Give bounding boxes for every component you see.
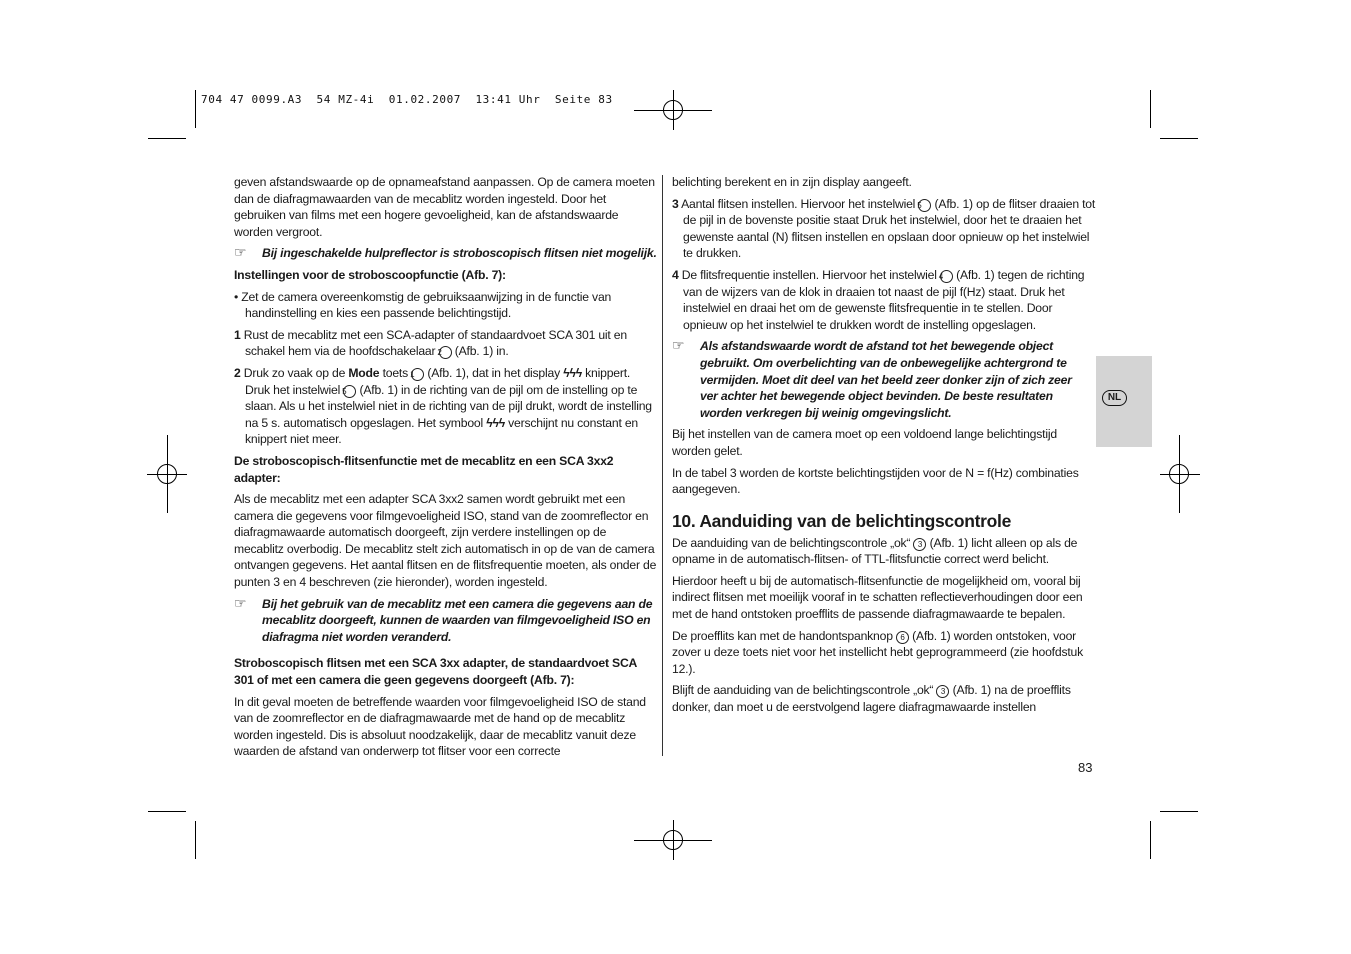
paragraph: belichting berekent en in zijn display aangeeft.	[672, 175, 912, 189]
page-number: 83	[1078, 760, 1093, 775]
crop-mark	[1160, 138, 1198, 139]
crop-mark	[148, 138, 186, 139]
subheading: Instellingen voor de stroboscoopfunctie (Afb. 7):	[234, 267, 506, 282]
subheading: Stroboscopisch flitsen met een SCA 3xx adapter, de standaardvoet SCA 301 of met een camera die geen gegevens doorgeeft (Afb. 7):	[234, 656, 637, 688]
pointing-hand-icon: ☞	[672, 337, 685, 354]
pointing-hand-icon: ☞	[234, 594, 247, 611]
list-item: • Zet de camera overeenkomstig de gebruiksaanwijzing in de functie van handinstelling en kies een passende belichtingstijd.	[234, 289, 612, 321]
crop-mark	[195, 821, 196, 859]
paragraph: geven afstandswaarde op de opnameafstand aanpassen. Op de camera moeten dan de diafragmawaarden van de mecablitz worden ingesteld. Door het gebruiken van films met een hogere gevoeligheid, kan de afstandswaarde worden vergroot.	[234, 175, 655, 239]
paragraph: Bij het instellen van de camera moet op een voldoend lange belichtingstijd worden gelet.	[672, 427, 1057, 458]
strobe-symbol-icon: ϟϟϟ	[486, 415, 505, 430]
subheading: De stroboscopisch-flitsenfunctie met de mecablitz en een SCA 3xx2 adapter:	[234, 453, 614, 485]
right-column	[672, 174, 1097, 721]
print-slug: 704 47 0099.A3 54 MZ-4i 01.02.2007 13:41 Uhr Seite 83	[201, 93, 613, 106]
paragraph: Hierdoor heeft u bij de automatisch-flitsenfunctie de mogelijkheid om, vooral bij indirect flitsen met moeilijk vooraf in te schatten reflectieverhoudingen door een met de hand ontstoken proefflits de passende diafragmawaarde te bepalen.	[672, 573, 1083, 622]
strobe-symbol-icon: ϟϟϟ	[563, 365, 582, 380]
circled-number: 6	[896, 631, 909, 644]
column-divider	[662, 175, 663, 756]
circled-number: 2	[439, 346, 452, 359]
circled-number: 4	[940, 270, 953, 283]
paragraph: De aanduiding van de belichtingscontrole „ok“ 3 (Afb. 1) licht alleen op als de opname in de automatisch-flitsen- of TTL-flitsfunctie correct werd belicht.	[672, 535, 1078, 567]
list-item: 3 Aantal flitsen instellen. Hiervoor het instelwiel 5 (Afb. 1) op de flitser draaien tot de pijl in de bovenste positie staat Druk het instelwiel, door het te draaien het gewenste aantal (N) flitsen instellen en opslaan door opnieuw op het instelwiel te drukken.	[672, 196, 1096, 261]
section-heading: 10. Aanduiding van de belichtingscontrole	[672, 510, 1012, 531]
crop-mark	[195, 90, 196, 128]
paragraph: De proefflits kan met de handontspanknop 6 (Afb. 1) worden ontstoken, voor zover u deze toets niet voor het instellicht hebt geprogrammeerd (zie hoofdstuk 12.).	[672, 628, 1083, 676]
left-column	[234, 174, 658, 765]
crop-mark	[148, 811, 186, 812]
circled-number: 3	[936, 685, 949, 698]
list-item: 1 Rust de mecablitz met een SCA-adapter of standaardvoet SCA 301 uit en schakel hem via de hoofdschakelaar 2 (Afb. 1) in.	[234, 327, 627, 359]
pointing-hand-icon: ☞	[234, 244, 247, 261]
list-item: 4 De flitsfrequentie instellen. Hiervoor het instelwiel 4 (Afb. 1) tegen de richting van de wijzers van de klok in draaien tot naast de pijl f(Hz) staat. Druk het instelwiel en draai het om de gewenste flitsfrequentie in te stellen. Door opnieuw op het instelwiel te drukken wordt de instelling opgeslagen.	[672, 267, 1085, 332]
crop-mark	[1150, 90, 1151, 128]
circled-number: 5	[918, 199, 931, 212]
paragraph: Als de mecablitz met een adapter SCA 3xx2 samen wordt gebruikt met een camera die gegevens voor filmgevoeligheid ISO, stand van de zoomreflector en diafragmawaarde automatisch doorgeeft, zijn verdere instellingen op de mecablitz overbodig. De mecablitz stelt zich automatisch in op de van de camera ontvangen gegevens. Het aantal flitsen en de flitsfrequentie moeten, als onder de punten 3 en 4 beschreven (zie hieronder), worden ingesteld.	[234, 492, 657, 590]
crop-mark	[1150, 821, 1151, 859]
crop-mark	[1160, 811, 1198, 812]
circled-number: 1	[411, 368, 424, 381]
note: ☞ Bij ingeschakelde hulpreflector is stroboscopisch flitsen niet mogelijk.	[234, 244, 657, 261]
paragraph: In dit geval moeten de betreffende waarden voor filmgevoeligheid ISO de stand van de zoomreflector en de diafragmawaarde met de hand op de mecablitz worden ingesteld. Dis is absoluut noodzakelijk, daar de mecablitz vanuit deze waarden de afstand van onderwerp tot flitser voor een correcte	[234, 694, 646, 759]
note: ☞ Als afstandswaarde wordt de afstand tot het bewegende object gebruikt. Om overbelichting van de onbewegelijke achtergrond te vermijden. Moet dit deel van het beeld zeer donker zijn of zich zeer ver achter het bewegende object bevinden. De beste resultaten worden verkregen bij weinig omgevingslicht.	[672, 337, 1072, 420]
list-item: 2 Druk zo vaak op de Mode toets 1 (Afb. 1), dat in het display ϟϟϟ knippert. Druk het instelwiel 5 (Afb. 1) in de richting van de pijl om de instelling op te slaan. Als u het instelwiel niet in de richting van de pijl drukt, wordt de instelling na 5 s. automatisch opgeslagen. Het symbool ϟϟϟ verschijnt nu constant en knippert niet meer.	[234, 365, 652, 447]
note: ☞ Bij het gebruik van de mecablitz met een camera die gegevens aan de mecablitz doorgeeft, kunnen de waarden van filmgevoeligheid ISO en diafragma niet worden veranderd.	[234, 594, 653, 644]
language-badge: NL	[1102, 390, 1127, 406]
circled-number: 5	[343, 385, 356, 398]
paragraph: Blijft de aanduiding van de belichtingscontrole „ok“ 3 (Afb. 1) na de proefflits donker, dan moet u de eerstvolgend lagere diafragmawaarde instellen	[672, 683, 1071, 715]
circled-number: 3	[913, 538, 926, 551]
paragraph: In de tabel 3 worden de kortste belichtingstijden voor de N = f(Hz) combinaties aangegeven.	[672, 465, 1079, 497]
